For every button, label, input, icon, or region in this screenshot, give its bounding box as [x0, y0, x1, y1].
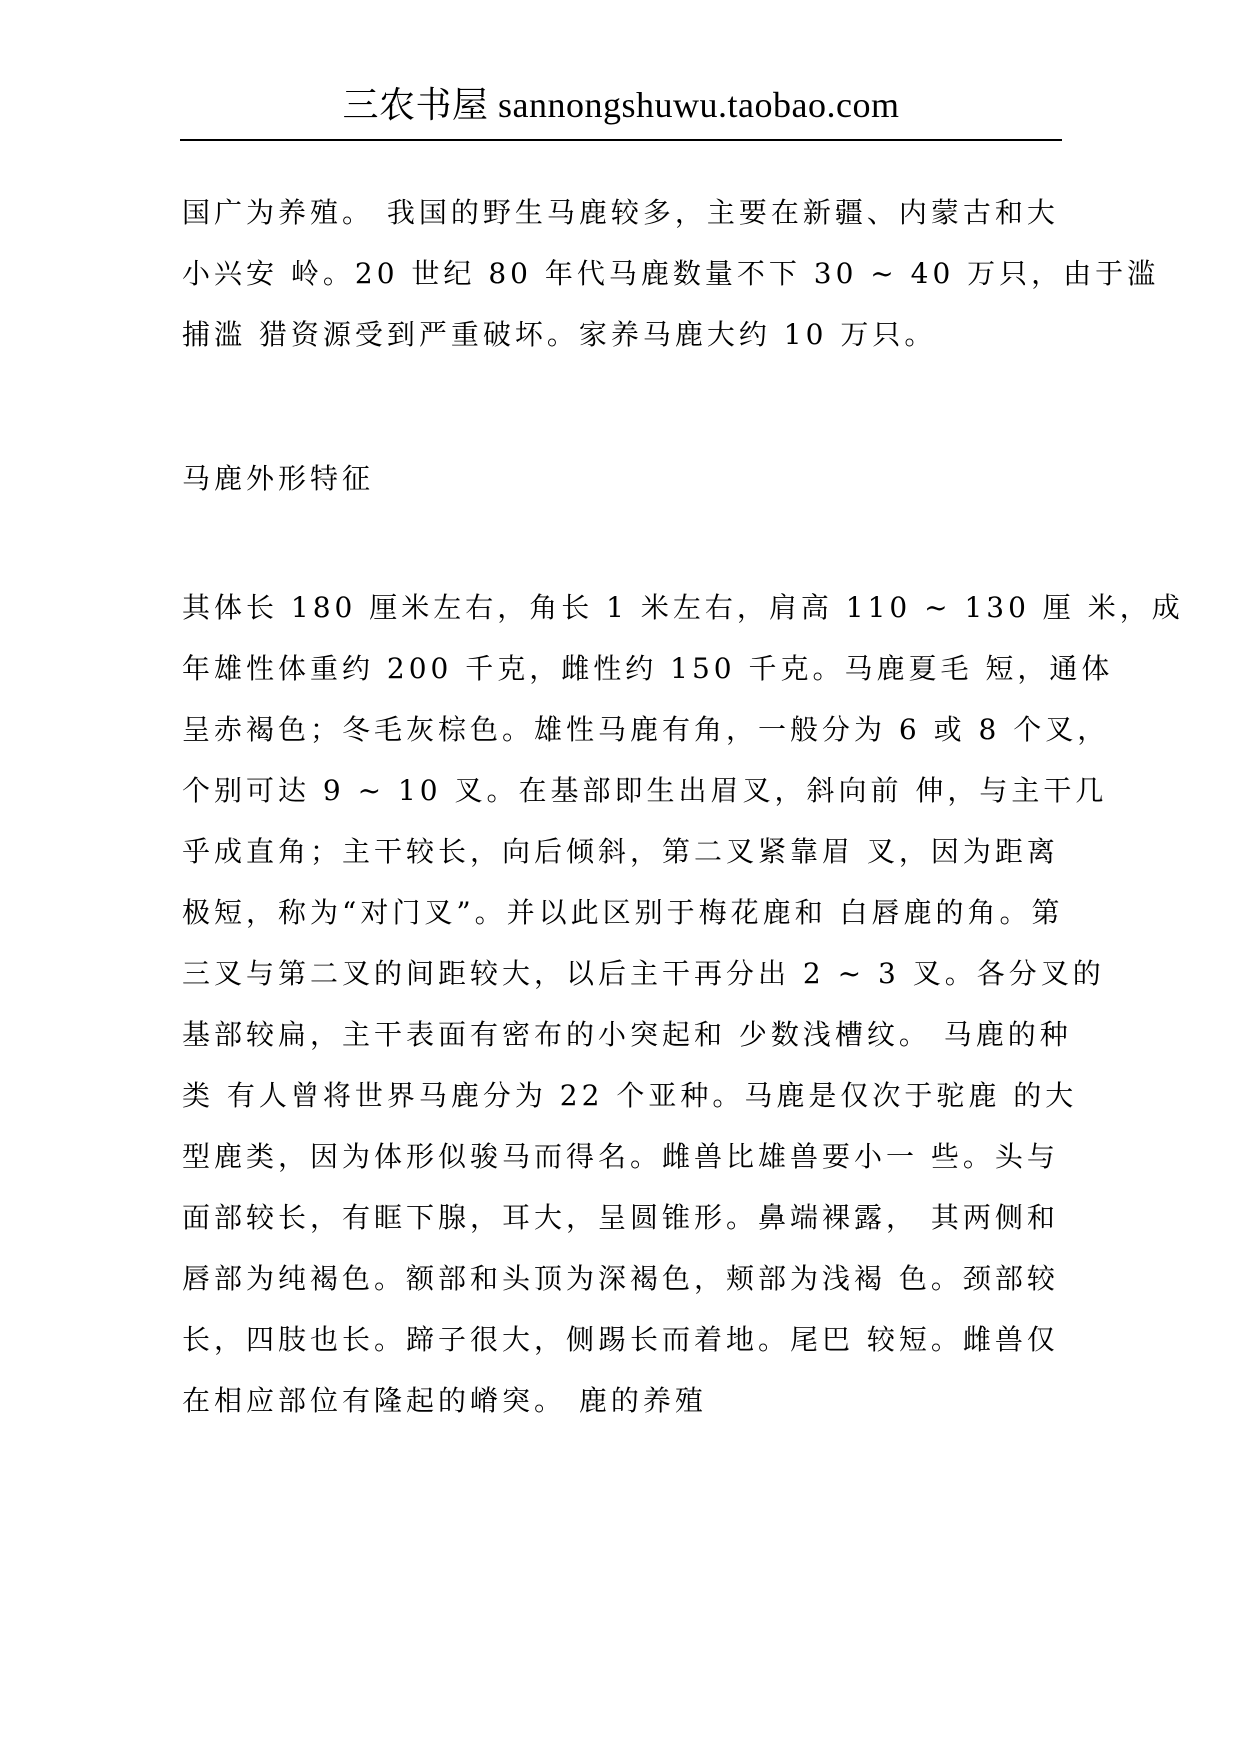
text-line: 型鹿类，因为体形似骏马而得名。雌兽比雄兽要小一 些。头与	[182, 1140, 1059, 1173]
text-line: 唇部为纯褐色。额部和头顶为深褐色，颊部为浅褐 色。颈部较	[182, 1262, 1059, 1295]
text-line: 长，四肢也长。蹄子很大，侧踢长而着地。尾巴 较短。雌兽仅	[182, 1323, 1059, 1356]
paragraph-intro	[182, 182, 1160, 365]
text-line: 年雄性体重约 200 千克，雌性约 150 千克。马鹿夏毛 短，通体	[182, 652, 1114, 685]
text-line: 小兴安 岭。20 世纪 80 年代马鹿数量不下 30 ~ 40 万只，由于滥	[182, 257, 1160, 290]
text-line: 三叉与第二叉的间距较大，以后主干再分出 2 ~ 3 叉。各分叉的	[182, 957, 1105, 990]
text-line: 个别可达 9 ~ 10 叉。在基部即生出眉叉，斜向前 伸，与主干几	[182, 774, 1108, 807]
text-line: 乎成直角；主干较长，向后倾斜，第二叉紧靠眉 叉，因为距离	[182, 835, 1059, 868]
text-line: 面部较长，有眶下腺，耳大，呈圆锥形。鼻端裸露， 其两侧和	[182, 1201, 1059, 1234]
page-header: 三农书屋 sannongshuwu.taobao.com	[342, 85, 900, 125]
text-line: 国广为养殖。 我国的野生马鹿较多，主要在新疆、内蒙古和大	[182, 196, 1059, 229]
text-line: 其体长 180 厘米左右，角长 1 米左右，肩高 110 ~ 130 厘 米，成	[182, 591, 1184, 624]
text-line: 捕滥 猎资源受到严重破坏。家养马鹿大约 10 万只。	[182, 318, 937, 351]
text-line: 在相应部位有隆起的嵴突。 鹿的养殖	[182, 1384, 707, 1417]
section-heading	[182, 448, 1062, 509]
text-line: 呈赤褐色；冬毛灰棕色。雄性马鹿有角，一般分为 6 或 8 个叉，	[182, 713, 1110, 746]
header-rule	[180, 139, 1062, 141]
text-line: 基部较扁，主干表面有密布的小突起和 少数浅槽纹。 马鹿的种	[182, 1018, 1072, 1051]
text-line: 极短，称为“对门叉”。并以此区别于梅花鹿和 白唇鹿的角。第	[182, 896, 1064, 929]
paragraph-description	[182, 577, 1184, 1431]
heading-line: 马鹿外形特征	[182, 462, 375, 495]
text-line: 类 有人曾将世界马鹿分为 22 个亚种。马鹿是仅次于驼鹿 的大	[182, 1079, 1078, 1112]
